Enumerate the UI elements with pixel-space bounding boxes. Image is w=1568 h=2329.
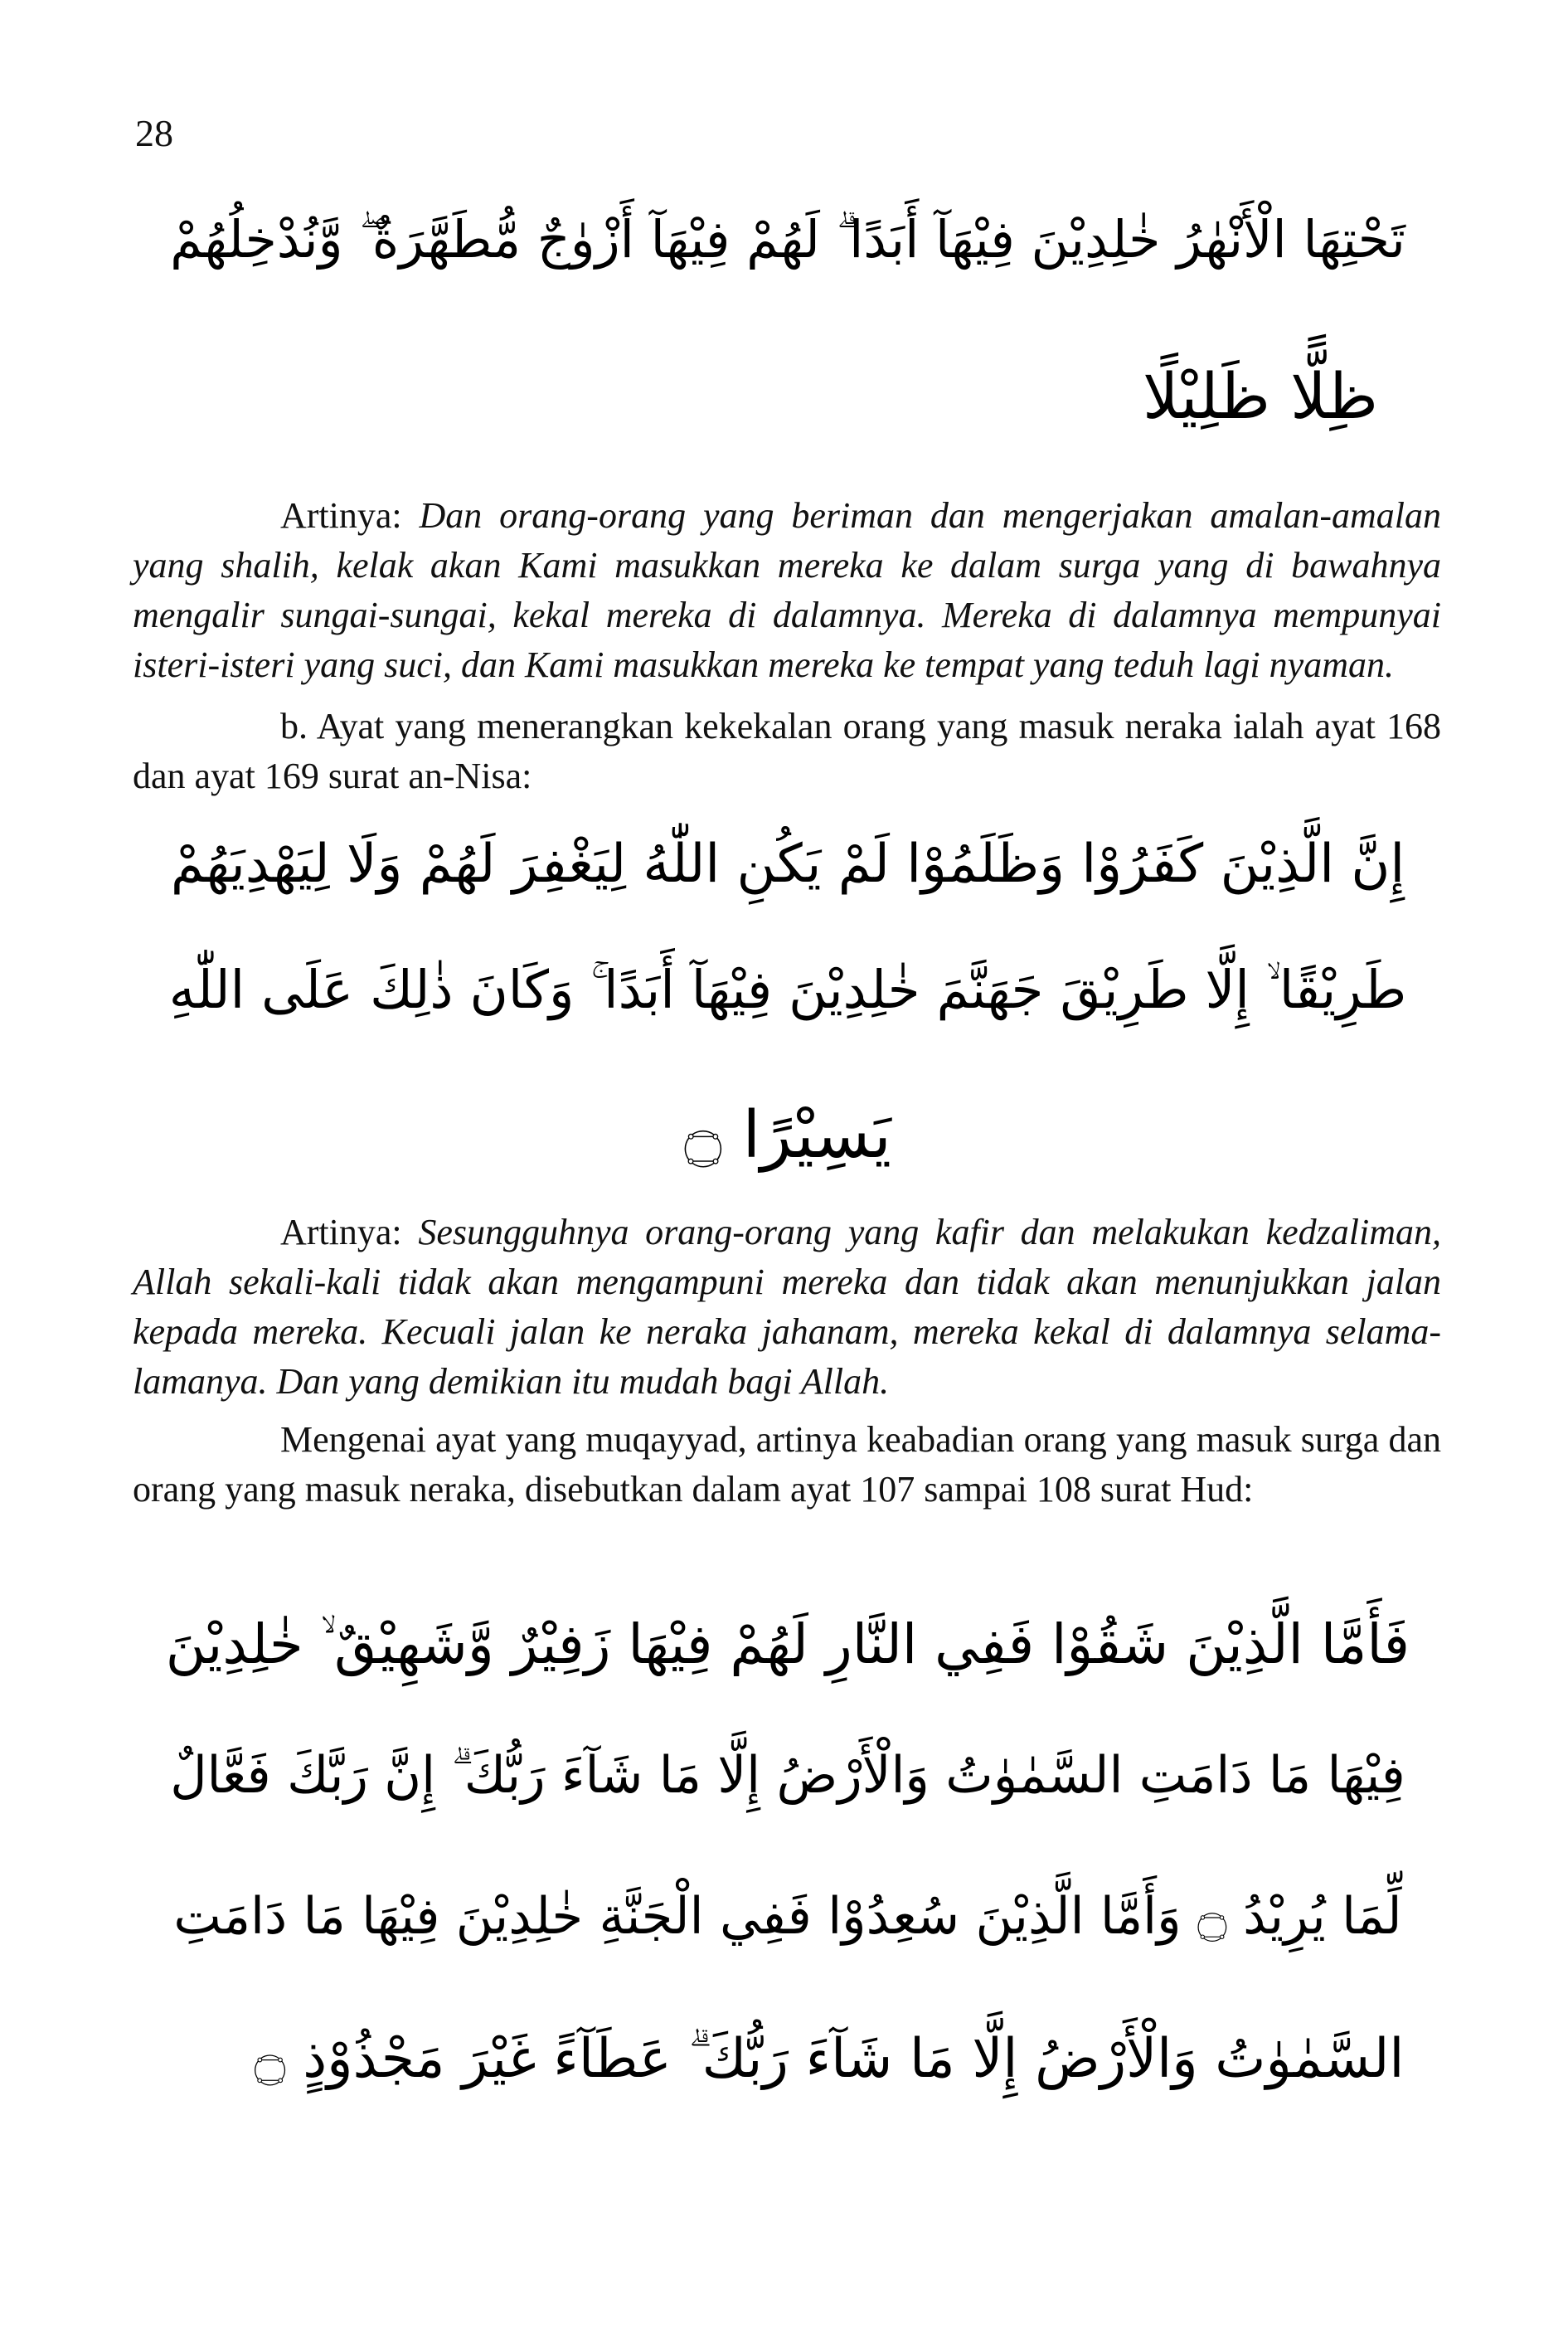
arabic-verse-1-line-1: تَحْتِهَا الْأَنْهٰرُ خٰلِدِيْنَ فِيْهَآ أَبَدًا ۗ لَهُمْ فِيْهَآ أَزْوٰجٌ مُّطَهَّرَةٌ ۖ وَّنُدْخِلُهُمْ (170, 209, 1405, 270)
arabic-verse-3-line-2: فِيْهَا مَا دَامَتِ السَّمٰوٰتُ وَالْأَرْضُ إِلَّا مَا شَآءَ رَبُّكَ ۗ إِنَّ رَبَّكَ فَعَّالٌ (170, 1746, 1405, 1805)
paragraph-b-text: b. Ayat yang menerangkan kekekalan orang yang masuk neraka ialah ayat 168 dan ayat 169 surat an-Nisa: (133, 706, 1441, 796)
translation-2 (133, 1208, 1441, 1407)
paragraph-muqayyad-text: Mengenai ayat yang muqayyad, artinya keabadian orang yang masuk surga dan orang yang masuk neraka, disebutkan dalam ayat 107 sampai 108 surat Hud: (133, 1419, 1441, 1510)
page-number: 28 (135, 112, 173, 154)
translation-1-label: Artinya: (280, 495, 402, 536)
translation-1 (133, 491, 1441, 690)
translation-2-text: Sesungguhnya orang-orang yang kafir dan melakukan kedzaliman, Allah sekali-kali tidak akan mengampuni mereka dan tidak akan menunjukkan jalan kepada mereka. Kecuali jalan ke neraka jahanam, mereka kekal di dalamnya selama-lamanya. Dan yang demikian itu mudah bagi Allah. (133, 1212, 1441, 1402)
translation-2-label: Artinya: (280, 1212, 402, 1252)
arabic-verse-2-line-2: طَرِيْقًا ۙ إِلَّا طَرِيْقَ جَهَنَّمَ خٰلِدِيْنَ فِيْهَآ أَبَدًا ۚ وَكَانَ ذٰلِكَ عَلَى اللّٰهِ (168, 960, 1407, 1020)
arabic-verse-1-line-2: ظِلًّا ظَلِيْلًا (1143, 359, 1378, 433)
arabic-verse-2-line-1: إِنَّ الَّذِيْنَ كَفَرُوْا وَظَلَمُوْا لَمْ يَكُنِ اللّٰهُ لِيَغْفِرَ لَهُمْ وَلَا لِيَهْدِيَهُمْ (170, 834, 1405, 895)
paragraph-b (133, 702, 1441, 801)
arabic-verse-3-line-1: فَأَمَّا الَّذِيْنَ شَقُوْا فَفِي النَّارِ لَهُمْ فِيْهَا زَفِيْرٌ وَّشَهِيْقٌ ۙ خٰلِدِيْنَ (165, 1612, 1410, 1676)
arabic-verse-3-line-4: السَّمٰوٰتُ وَالْأَرْضُ إِلَّا مَا شَآءَ رَبُّكَ ۗ عَطَآءً غَيْرَ مَجْذُوْذٍ ۝ (254, 2028, 1405, 2090)
arabic-verse-2-line-3: يَسِيْرًا ۝ (683, 1098, 892, 1173)
arabic-verse-3-line-3: لِّمَا يُرِيْدُ ۝ وَأَمَّا الَّذِيْنَ سُعِدُوْا فَفِي الْجَنَّةِ خٰلِدِيْنَ فِيْهَا مَا دَامَتِ (173, 1887, 1402, 1946)
translation-1-text: Dan orang-orang yang beriman dan mengerjakan amalan-amalan yang shalih, kelak akan Kami masukkan mereka ke dalam surga yang di bawahnya mengalir sungai-sungai, kekal mereka di dalamnya. Mereka di dalamnya mempunyai isteri-isteri yang suci, dan Kami masukkan mereka ke tempat yang teduh lagi nyaman. (133, 495, 1442, 685)
paragraph-muqayyad (133, 1415, 1441, 1515)
